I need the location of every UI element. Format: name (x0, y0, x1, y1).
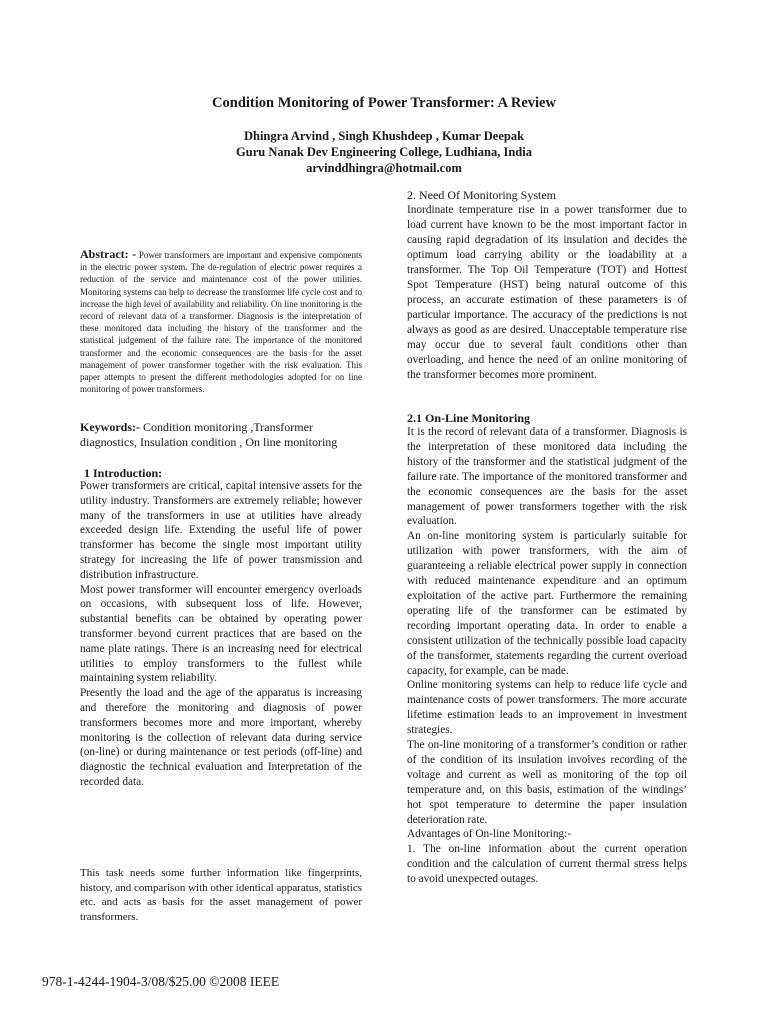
paragraph: It is the record of relevant data of a transformer. Diagnosis is the interpretation of these monitored data including the history of the transformer and the statistical judgment of the failure rate. The importance of the monitored transformer and the economic consequences are the basis for the asset management of power transformers together with the risk evaluation. (407, 426, 687, 528)
section-2-1-body (407, 425, 687, 887)
paragraph: Most power transformer will encounter emergency overloads on occasions, with subsequent loss of life. However, substantial benefits can be obtained by operating power transformer beyond current practices that are based on the name plate ratings. There is an increasing need for electrical utilities to employ transformers to the fullest while maintaining system reliability. (80, 583, 362, 685)
section-2-heading: 2. Need Of Monitoring System (407, 188, 556, 202)
section-2-body: Inordinate temperature rise in a power transformer due to load current have known to be the most important factor in causing rapid degradation of its insulation and decides the optimum load carrying ability or the loadability at a transformer. The Top Oil Temperature (TOT) and Hottest Spot Temperature (HST) being natural outcome of this process, an accurate estimation of these parameters is of particular importance. The accuracy of the predictions is not always as good as are desired. Unacceptable temperature rise may occur due to several fault conditions other than overloading, and hence the need of an online monitoring of the transformer becomes more prominent. (407, 204, 687, 381)
keywords-label: Keywords:- (80, 420, 140, 434)
paragraph: The on-line monitoring of a transformer’s condition or rather of the condition of its insulation involves recording of the voltage and current as well as monitoring of the top oil temperature and, on this basis, estimation of the windings’ hot spot temperature to determine the paper insulation deterioration rate. (407, 739, 687, 826)
paragraph: Advantages of On-line Monitoring:- (407, 828, 572, 841)
section-2-1-heading: 2.1 On-Line Monitoring (407, 411, 531, 425)
paragraph: 1. The on-line information about the current operation condition and the calculation of current thermal stress helps to avoid unexpected outages. (407, 843, 687, 886)
author-affiliation: Guru Nanak Dev Engineering College, Ludhiana, India (236, 145, 532, 159)
author-names: Dhingra Arvind , Singh Khushdeep , Kumar Deepak (243, 129, 525, 143)
author-block (0, 128, 768, 176)
introduction-heading: 1 Introduction: (84, 466, 163, 480)
abstract (80, 248, 362, 395)
paper-title: Condition Monitoring of Power Transformer: A Review (212, 95, 556, 111)
author-email: arvinddhingra@hotmail.com (306, 161, 462, 175)
copyright-footer: 978-1-4244-1904-3/08/$25.00 ©2008 IEEE (42, 974, 280, 989)
keywords (80, 420, 362, 450)
introduction-closing: This task needs some further information like fingerprints, history, and comparison with other identical apparatus, statistics etc. and acts as basis for the asset management of power transformers. (80, 867, 362, 923)
introduction-body (80, 479, 362, 790)
paragraph: Power transformers are critical, capital intensive assets for the utility industry. Transformers are extremely reliable; however many of the transformers in use at utilities have already exceeded design life. Extending the useful life of power transformer has become the single most important utility strategy for increasing the life of power transmission and distribution infrastructure. (80, 480, 362, 581)
paragraph: An on-line monitoring system is particularly suitable for utilization with power transformers, with the aim of guaranteeing a reliable electrical power supply in connection with reduced maintenance expenditure and an optimum exploitation of the active part. Furthermore the remaining operating life of the transformer can be estimated by recording important operating data. In order to enable a consistent utilization of the technically possible load capacity of the transformer, statements regarding the current overload capacity, for example, can be made. (407, 530, 687, 677)
paragraph: Presently the load and the age of the apparatus is increasing and therefore the monitoring and diagnosis of power transformers becomes more and more important, whereby monitoring is the collection of relevant data during service (on-line) or during maintenance or test periods (off-line) and diagnostic the technical evaluation and Interpretation of the recorded data. (80, 687, 362, 788)
abstract-text: Power transformers are important and expensive components in the electric power system. The de-regulation of electric power requires a reduction of the service and maintenance cost of the power utilities. Monitoring systems can help to decrease the transformer life cycle cost and to increase the high level of availability and reliability. On line monitoring is the record of relevant data of a transformer. Diagnosis is the interpretation of these monitored data including the history of the transformer and the statistical judgement of the failure rate. The importance of the monitored transformer and the economic consequences are the basis for the asset management of power transformer together with the risk evaluation. This paper attempts to present the different methodologies adopted for on line monitoring of power transformers. (80, 250, 363, 395)
abstract-label: Abstract: - (80, 247, 137, 261)
keywords-text: Condition monitoring ,Transformer diagnostics, Insulation condition , On line monitoring (80, 420, 338, 449)
paragraph: Online monitoring systems can help to reduce life cycle and maintenance costs of power transformers. The more accurate lifetime estimation leads to an improvement in investment strategies. (407, 679, 687, 737)
